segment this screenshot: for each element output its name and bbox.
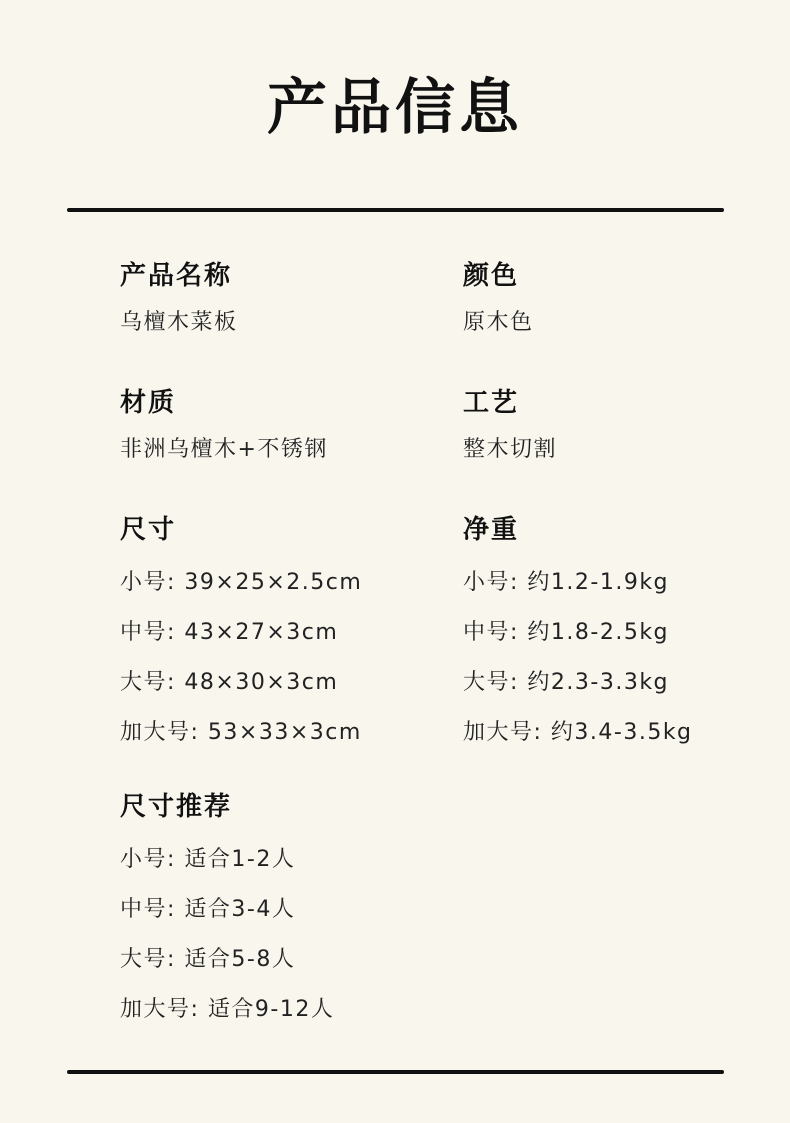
size-line: 中号: 43×27×3cm (120, 620, 339, 645)
weight-section (463, 512, 693, 748)
craft-label: 工艺 (463, 388, 520, 418)
recommend-line: 中号: 适合3-4人 (120, 897, 296, 922)
product-name-value: 乌檀木菜板 (120, 310, 238, 335)
recommend-line: 小号: 适合1-2人 (120, 847, 296, 872)
weight-label: 净重 (463, 515, 520, 545)
weight-line: 加大号: 约3.4-3.5kg (463, 720, 693, 745)
size-label: 尺寸 (120, 515, 177, 545)
color-section (463, 258, 534, 338)
weight-line: 大号: 约2.3-3.3kg (463, 670, 670, 695)
craft-value: 整木切割 (463, 437, 558, 462)
product-name-label: 产品名称 (120, 261, 233, 291)
material-section (120, 385, 328, 465)
color-value: 原木色 (463, 310, 534, 335)
material-label: 材质 (120, 388, 177, 418)
weight-line: 小号: 约1.2-1.9kg (463, 570, 670, 595)
size-line: 加大号: 53×33×3cm (120, 720, 362, 745)
recommend-line: 大号: 适合5-8人 (120, 947, 296, 972)
recommend-label: 尺寸推荐 (120, 792, 233, 822)
material-value: 非洲乌檀木+不锈钢 (120, 437, 328, 462)
size-line: 小号: 39×25×2.5cm (120, 570, 363, 595)
craft-section (463, 385, 557, 465)
recommend-line: 加大号: 适合9-12人 (120, 997, 335, 1022)
size-section (120, 512, 362, 748)
color-label: 颜色 (463, 261, 520, 291)
bottom-divider (67, 1070, 724, 1074)
weight-line: 中号: 约1.8-2.5kg (463, 620, 670, 645)
recommend-section (120, 789, 334, 1025)
top-divider (67, 208, 724, 212)
size-line: 大号: 48×30×3cm (120, 670, 339, 695)
product-name-section (120, 258, 238, 338)
page-title: 产品信息 (267, 73, 523, 143)
